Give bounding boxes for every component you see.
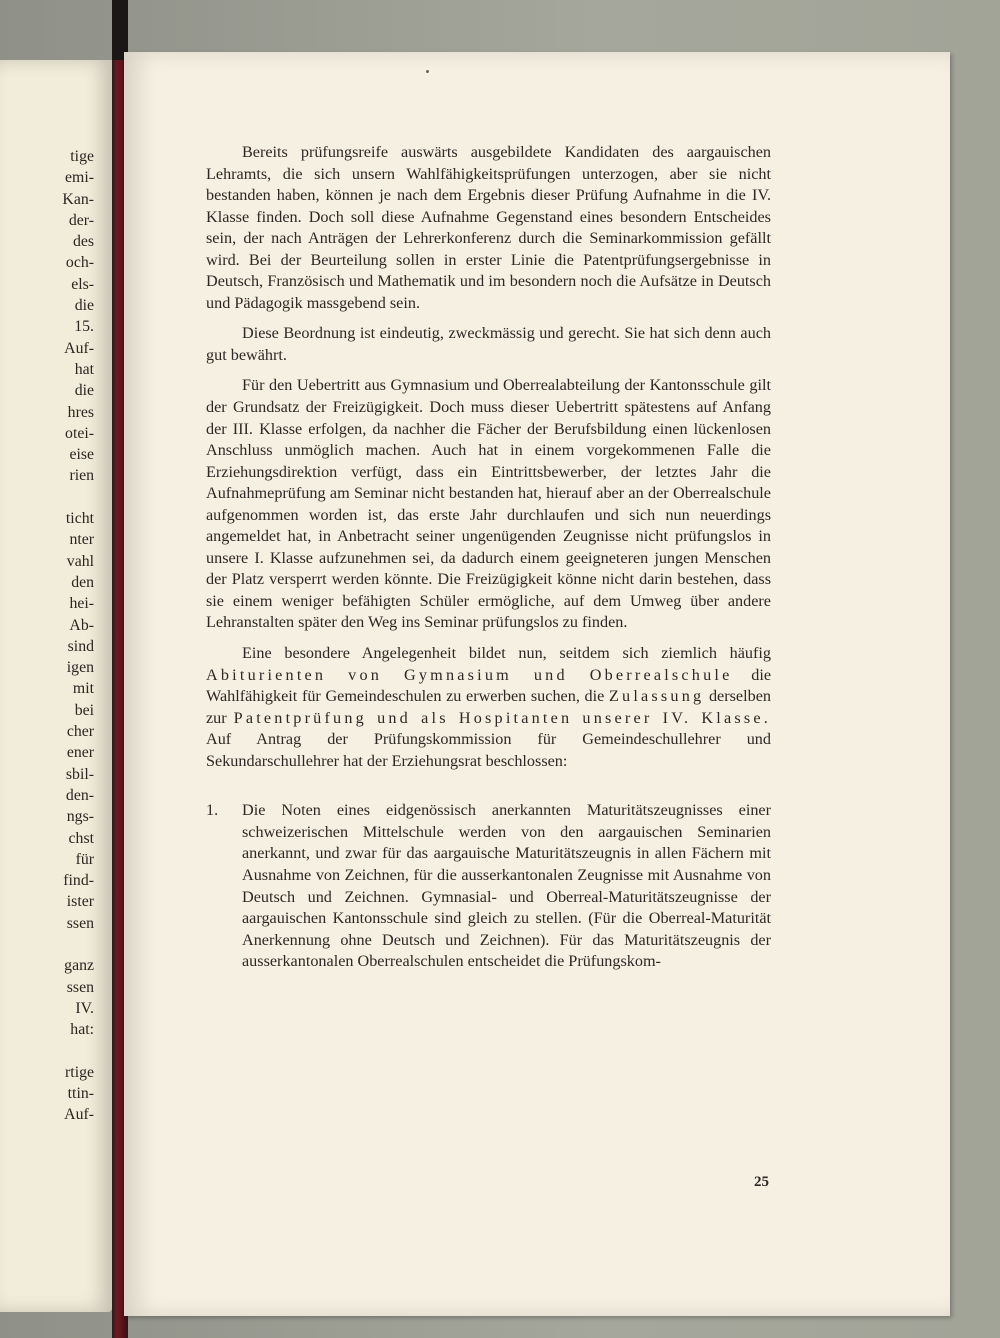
left-page-fragment: nter <box>69 531 94 549</box>
left-page-fragment: eise <box>69 446 94 464</box>
left-page-fragment: sind <box>67 637 94 655</box>
right-page <box>124 52 950 1316</box>
left-page-fragment: hei- <box>69 595 94 613</box>
left-page-fragment: Auf- <box>64 1106 94 1124</box>
fragment-gap <box>62 934 94 955</box>
left-page-fragment: hat <box>74 360 94 378</box>
left-page-fragment: den <box>71 573 94 591</box>
left-page-fragment: emi- <box>65 169 94 187</box>
left-page-fragment: bei <box>74 701 94 719</box>
left-page-fragment: rtige <box>65 1063 94 1081</box>
fragment-gap <box>62 1040 94 1061</box>
left-page-fragment: Ab- <box>69 616 94 634</box>
left-page-fragment: der- <box>68 211 94 229</box>
left-page-fragment: ticht <box>65 510 94 528</box>
left-page-fragment: otei- <box>65 424 94 442</box>
left-page-fragment: Auf- <box>64 339 94 357</box>
left-page-fragment: hat: <box>70 1021 94 1039</box>
left-page-fragment: igen <box>66 659 94 677</box>
spaced-emphasis-patentpruefung: Patentprüfung und als Hospitanten unserer IV. Klasse. <box>233 708 771 727</box>
left-page-text-fragments <box>62 146 94 1126</box>
left-page-fragment: mit <box>72 680 94 698</box>
left-page-fragment: 15. <box>74 318 94 336</box>
fragment-gap <box>62 487 94 508</box>
paragraph-4-text: derselben zur <box>206 687 771 727</box>
left-page-fragment: vahl <box>66 552 94 570</box>
left-page-fragment: cher <box>66 723 94 741</box>
left-page-fragment: die <box>74 382 94 400</box>
spaced-emphasis-zulassung: Zulassung <box>608 687 705 706</box>
left-page-fragment: find- <box>63 872 94 890</box>
left-page-fragment: hres <box>67 403 94 421</box>
left-page-fragment: für <box>75 850 94 868</box>
left-page-fragment: den- <box>65 786 94 804</box>
paragraph-4-text: Auf Antrag der Prüfungskommission für Gemeindeschullehrer und Sekundarschullehrer hat der Erziehungsrat beschlossen: <box>206 730 771 770</box>
left-page-fragment: ganz <box>64 957 94 975</box>
left-page-edge <box>0 60 112 1312</box>
left-page-fragment: ttin- <box>67 1085 94 1103</box>
book-spine-top <box>112 0 128 60</box>
left-page-fragment: die <box>74 297 94 315</box>
left-page-fragment: IV. <box>75 999 94 1017</box>
page-number: 25 <box>754 1174 769 1190</box>
item-number: 1. <box>206 801 219 820</box>
paragraph-4 <box>206 643 771 772</box>
left-page-fragment: ener <box>66 744 94 762</box>
left-page-fragment: ssen <box>66 978 94 996</box>
paragraph-2: Diese Beordnung ist eindeutig, zweckmässig und gerecht. Sie hat sich denn auch gut bewährt. <box>206 324 771 364</box>
left-page-fragment: och- <box>65 254 94 272</box>
left-page-fragment: des <box>72 233 94 251</box>
left-page-fragment: ister <box>66 893 94 911</box>
numbered-item-1 <box>206 800 771 972</box>
spaced-emphasis-abiturienten: Abiturienten von Gymnasium und Oberrealschule <box>206 665 733 684</box>
left-page-fragment: ssen <box>66 914 94 932</box>
paragraph-3: Für den Uebertritt aus Gymnasium und Oberrealabteilung der Kantonsschule gilt der Grundsatz der Freizügigkeit. Doch muss dieser Uebertritt spätestens auf Anfang der III. Klasse erfolgen, da nachher die Fächer der Berufsbildung einen lückenlosen Anschluss unmöglich machen. Auch hat in einem vorgekommenen Falle die Erziehungsdirektion verfügt, dass ein Eintrittsbewerber, der letztes Jahr die Aufnahmeprüfung am Seminar nicht bestanden hat, hierauf aber an der Oberrealschule aufgenommen worden ist, das erste Jahr durchlaufen und sich nun neuerdings angemeldet hat, in Anbetracht seiner ungenügenden Zeugnisse nicht prüfungslos in unsere I. Klasse aufzunehmen sei, da dadurch einem geeigneteren jungen Menschen der Platz versperrt werden könnte. Die Freizügigkeit könne nicht darin bestehen, dass sie einem weniger befähigten Schüler ermögliche, auf dem Umweg über andere Lehranstalten später den Weg ins Seminar prüfungslos zu finden. <box>206 376 771 632</box>
left-page-fragment: rien <box>69 467 94 485</box>
left-page-fragment: els- <box>71 275 94 293</box>
left-page-fragment: chst <box>68 829 94 847</box>
left-page-fragment: Kan- <box>62 190 94 208</box>
left-page-fragment: sbil- <box>65 765 94 783</box>
paragraph-4-text: die Wahlfähigkeit für Gemeindeschulen zu erwerben suchen, die <box>206 665 772 706</box>
paragraph-4-text: Eine besondere Angelegenheit bildet nun, seitdem sich ziemlich häufig <box>242 644 771 663</box>
page-body <box>206 142 771 973</box>
page-speck <box>426 70 429 73</box>
left-page-fragment: tige <box>70 148 94 165</box>
item-text: Die Noten eines eidgenössisch anerkannten Maturitätszeugnisses einer schweizerischen Mittelschule werden von den aargauischen Seminarien anerkannt, und zwar für das aargauische Maturitätszeugnis in allen Fächern mit Ausnahme von Zeichnen, für die ausserkantonalen Zeugnisse mit Ausnahme von Deutsch und Zeichnen. Gymnasial- und Oberreal-Maturitätszeugnisse der aargauischen Kantonsschule sind gleich zu stellen. (Für die Oberreal-Maturität Anerkennung ohne Deutsch und Zeichnen). Für das Maturitätszeugnis der ausserkantonalen Oberrealschulen entscheidet die Prüfungskom- <box>242 801 771 971</box>
left-page-fragment: ngs- <box>66 808 94 826</box>
paragraph-1: Bereits prüfungsreife auswärts ausgebildete Kandidaten des aargauischen Lehramts, die sich unsern Wahlfähigkeitsprüfungen unterzogen, aber sie nicht bestanden haben, können je nach dem Ergebnis dieser Prüfung Aufnahme in die IV. Klasse finden. Doch soll diese Aufnahme Gegenstand eines besondern Entscheides sein, der nach Anträgen der Lehrerkonferenz durch die Seminarkommission gefällt wird. Bei der Beurteilung sollen in erster Linie die Patentprüfungsergebnisse in Deutsch, Französisch und Mathematik und im besondern noch die Aufsätze in Deutsch und Pädagogik massgebend sein. <box>206 143 771 312</box>
